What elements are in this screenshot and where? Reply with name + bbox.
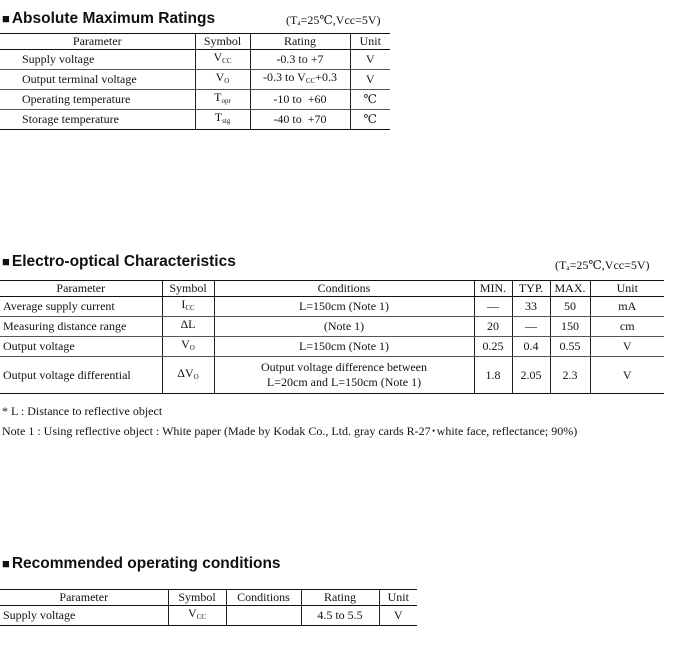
eoc-param: Output voltage — [0, 337, 162, 357]
amr-param: Output terminal voltage — [0, 70, 195, 90]
eoc-unit: V — [590, 337, 664, 357]
table-row — [0, 606, 417, 626]
amr-title — [2, 10, 215, 28]
roc-header-unit: Unit — [379, 590, 417, 606]
eoc-header-row — [0, 281, 664, 297]
roc-title — [2, 555, 281, 573]
amr-param: Operating temperature — [0, 90, 195, 110]
eoc-min: 20 — [474, 317, 512, 337]
square-bullet-icon: ■ — [2, 11, 10, 26]
eoc-table — [0, 280, 664, 394]
amr-unit: ℃ — [350, 90, 390, 110]
roc-header-symbol: Symbol — [168, 590, 226, 606]
roc-rating: 4.5 to 5.5 — [301, 606, 379, 626]
eoc-symbol: $\Delta V_O$ — [162, 357, 214, 394]
eoc-footnote-note1: Note 1 : Using reflective object : White paper (Made by Kodak Co., Ltd. gray cards R-27･white face, reflectance; 90%) — [2, 424, 578, 438]
eoc-typ: 33 — [512, 297, 550, 317]
table-row — [0, 297, 664, 317]
amr-rating: -10 to +60 — [250, 90, 350, 110]
eoc-unit: mA — [590, 297, 664, 317]
eoc-min: 0.25 — [474, 337, 512, 357]
eoc-unit: V — [590, 357, 664, 394]
amr-rating: -0.3 to $V_{CC}+0.3$ — [250, 70, 350, 90]
amr-rating: -0.3 to +7 — [250, 50, 350, 70]
eoc-header-parameter: Parameter — [0, 281, 162, 297]
eoc-max: 150 — [550, 317, 590, 337]
eoc-header-unit: Unit — [590, 281, 664, 297]
table-row — [0, 50, 390, 70]
eoc-symbol: ΔL — [162, 317, 214, 337]
amr-param: Supply voltage — [0, 50, 195, 70]
eoc-header-typ: TYP. — [512, 281, 550, 297]
roc-title-text: Recommended operating conditions — [11, 555, 281, 572]
eoc-max: 50 — [550, 297, 590, 317]
eoc-symbol: $I_{CC}$ — [162, 297, 214, 317]
amr-header-rating: Rating — [250, 34, 350, 50]
amr-symbol: $T_{opr}$ — [195, 90, 250, 110]
amr-table — [0, 33, 390, 130]
eoc-typ: 0.4 — [512, 337, 550, 357]
amr-title-text: Absolute Maximum Ratings — [11, 10, 216, 27]
amr-rating: -40 to +70 — [250, 110, 350, 130]
eoc-title-text: Electro-optical Characteristics — [11, 253, 236, 270]
amr-header-unit: Unit — [350, 34, 390, 50]
eoc-param: Average supply current — [0, 297, 162, 317]
table-row — [0, 110, 390, 130]
eoc-title — [2, 253, 236, 271]
roc-header-parameter: Parameter — [0, 590, 168, 606]
table-row — [0, 70, 390, 90]
roc-unit: V — [379, 606, 417, 626]
eoc-typ: — — [512, 317, 550, 337]
amr-header-row — [0, 34, 390, 50]
table-row — [0, 317, 664, 337]
eoc-min: — — [474, 297, 512, 317]
roc-header-conditions: Conditions — [226, 590, 301, 606]
amr-conditions: (Tₐ=25℃,Vcc=5V) — [286, 13, 381, 27]
eoc-header-symbol: Symbol — [162, 281, 214, 297]
eoc-header-min: MIN. — [474, 281, 512, 297]
roc-header-rating: Rating — [301, 590, 379, 606]
amr-symbol: $V_O$ — [195, 70, 250, 90]
eoc-param: Output voltage differential — [0, 357, 162, 394]
eoc-header-max: MAX. — [550, 281, 590, 297]
table-row — [0, 357, 664, 394]
eoc-conditions-cell: L=150cm (Note 1) — [214, 297, 474, 317]
amr-header-symbol: Symbol — [195, 34, 250, 50]
eoc-symbol: $V_O$ — [162, 337, 214, 357]
eoc-unit: cm — [590, 317, 664, 337]
amr-symbol: $V_{CC}$ — [195, 50, 250, 70]
roc-table — [0, 589, 417, 626]
roc-header-row — [0, 590, 417, 606]
roc-conditions-cell — [226, 606, 301, 626]
eoc-conditions-cell: L=150cm (Note 1) — [214, 337, 474, 357]
eoc-header-conditions: Conditions — [214, 281, 474, 297]
amr-unit: V — [350, 70, 390, 90]
eoc-max: 2.3 — [550, 357, 590, 394]
eoc-conditions: (Tₐ=25℃,Vcc=5V) — [555, 258, 650, 272]
eoc-min: 1.8 — [474, 357, 512, 394]
eoc-footnote-distance: * L : Distance to reflective object — [2, 404, 163, 418]
amr-unit: ℃ — [350, 110, 390, 130]
eoc-conditions-cell: (Note 1) — [214, 317, 474, 337]
eoc-param: Measuring distance range — [0, 317, 162, 337]
eoc-max: 0.55 — [550, 337, 590, 357]
roc-symbol: $V_{CC}$ — [168, 606, 226, 626]
roc-param: Supply voltage — [0, 606, 168, 626]
amr-header-parameter: Parameter — [0, 34, 195, 50]
square-bullet-icon: ■ — [2, 556, 10, 571]
amr-param: Storage temperature — [0, 110, 195, 130]
table-row — [0, 337, 664, 357]
eoc-typ: 2.05 — [512, 357, 550, 394]
amr-unit: V — [350, 50, 390, 70]
square-bullet-icon: ■ — [2, 254, 10, 269]
amr-symbol: $T_{stg}$ — [195, 110, 250, 130]
eoc-conditions-cell: Output voltage difference between L=20cm and L=150cm (Note 1) — [214, 357, 474, 394]
table-row — [0, 90, 390, 110]
